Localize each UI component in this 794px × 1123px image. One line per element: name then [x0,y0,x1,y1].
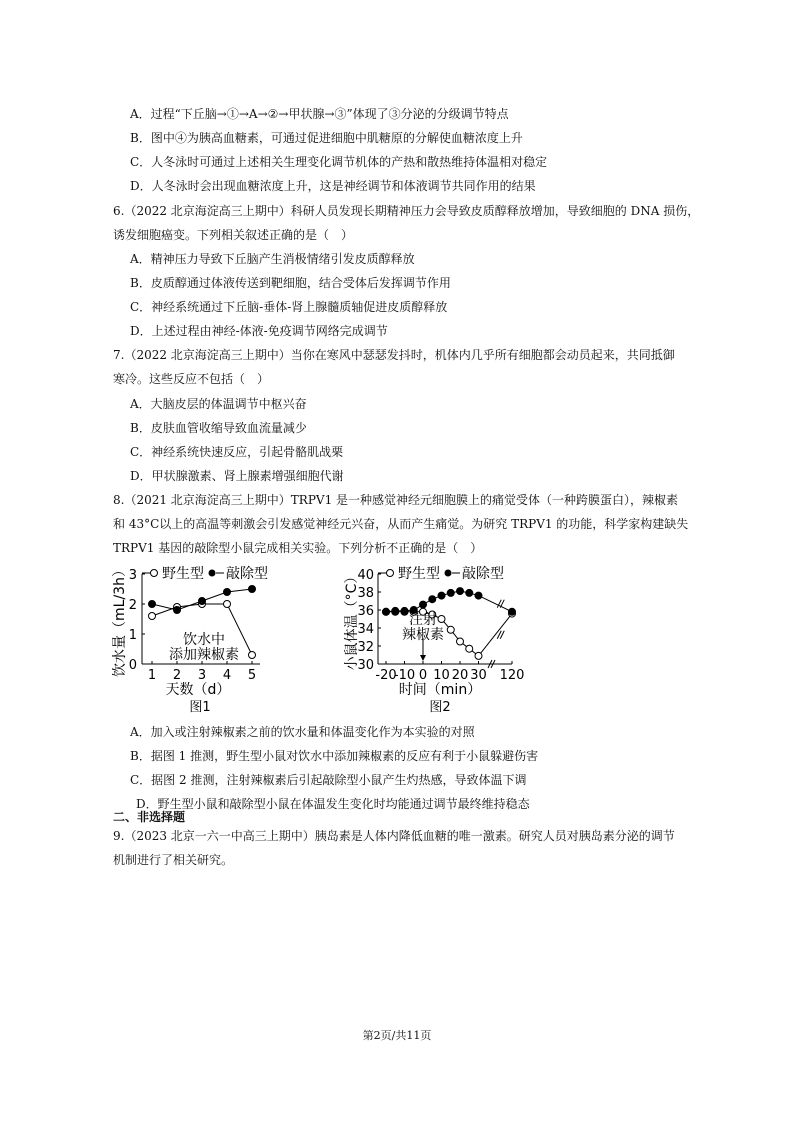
fig2-y-tick-label: 34 [357,622,374,637]
fig1-data-point [149,601,156,608]
fig1-data-point [249,586,256,593]
fig1-data-point [224,589,231,596]
fig2-data-point [457,638,464,645]
fig1-y-tick-label: 1 [128,628,137,643]
q9-stem-line1: 9.（2023 北京一六一中高三上期中）胰岛素是人体内降低血糖的唯一激素。研究人员对胰岛素分泌的调节 [113,829,675,843]
fig2-data-point [401,607,408,614]
fig2-data-point [383,608,390,615]
legend-open-circle-icon [387,570,394,577]
fig1-annotation-line2: 添加辣椒素 [169,647,239,663]
fig1-x-label: 天数（d） [165,682,231,698]
fig2-annotation-line1: 注射 [409,612,437,628]
fig2-x-tick-label: 30 [470,668,487,683]
fig2-x-tick-label: 20 [451,668,469,683]
fig1-legend-ko: 敲除型 [226,566,268,582]
q8-option-c: C．据图 2 推测，注射辣椒素后引起敲除型小鼠产生灼热感，导致体温下调 [130,773,527,787]
fig1-data-point [249,652,256,659]
q5-option-c: C．人冬泳时可通过上述相关生理变化调节机体的产热和散热维持体温相对稳定 [130,155,548,169]
fig1-caption: 图1 [189,700,211,715]
fig2-data-point [509,608,516,615]
fig2-x-tick-label: -10 [393,668,416,683]
arrow-down-icon [420,655,426,661]
section-heading: 二、非选择题 [113,810,186,824]
fig1-data-point [149,613,156,620]
q6-stem-line1: 6.（2022 北京海淀高三上期中）科研人员发现长期精神压力会导致皮质醇释放增加，导致细胞的 DNA 损伤， [113,204,700,218]
fig2-series-break-segment [479,596,513,612]
legend-filled-circle-icon [445,570,452,577]
page-footer: 第2页/共11页 [362,1029,432,1042]
q8-option-a: A．加入或注射辣椒素之前的饮水量和体温变化作为本实验的对照 [130,725,475,739]
fig1-legend [142,565,268,582]
figure-1-chart [108,560,283,720]
fig2-x-label: 时间（min） [398,682,482,698]
q5-option-d: D．人冬泳时会出现血糖浓度上升，这是神经调节和体液调节共同作用的结果 [130,179,536,193]
fig2-x-tick-label: 0 [418,668,428,683]
legend-filled-circle-icon [209,570,216,577]
fig2-data-point [438,616,445,623]
fig2-annotation-line2: 辣椒素 [402,627,444,643]
fig2-x-tick-label: 120 [499,668,525,683]
q8-stem-line3: TRPV1 基因的敲除型小鼠完成相关实验。下列分析不正确的是（ ） [113,541,483,555]
q9-stem-line2: 机制进行了相关研究。 [113,853,234,867]
fig2-data-point [429,596,436,603]
fig2-data-point [438,592,445,599]
q8-option-b: B．据图 1 推测，野生型小鼠对饮水中添加辣椒素的反应有利于小鼠躲避伤害 [130,749,539,763]
fig1-data-point [224,601,231,608]
fig1-data-point [174,607,181,614]
fig2-x-tick-label: -20 [375,668,397,683]
fig2-legend [378,565,504,582]
fig2-data-point [475,592,482,599]
fig2-data-point [466,645,473,652]
fig2-y-tick-label: 30 [357,658,374,673]
fig2-y-tick-label: 38 [357,586,374,601]
q7-option-a: A．大脑皮层的体温调节中枢兴奋 [130,397,307,411]
q6-option-d: D．上述过程由神经-体液-免疫调节网络完成调节 [130,324,388,338]
fig1-y-tick-label: 2 [128,598,137,613]
fig2-data-point [475,652,482,659]
fig2-series-break-segment [479,614,513,656]
fig2-legend-ko: 敲除型 [462,566,504,582]
fig2-legend-wild: 野生型 [398,566,440,582]
q6-option-b: B．皮质醇通过体液传送到靶细胞，结合受体后发挥调节作用 [130,276,451,290]
fig2-caption: 图2 [429,700,451,715]
q5-option-a: A．过程“下丘脑→①→A→②→甲状腺→③”体现了③分泌的分级调节特点 [130,107,509,121]
fig1-x-tick-label: 3 [197,668,207,683]
fig1-x-tick-label: 4 [222,668,232,683]
fig2-data-point [466,589,473,596]
fig1-annotation-line1: 饮水中 [183,632,225,648]
figure-2-chart [340,560,525,720]
legend-open-circle-icon [151,570,158,577]
q6-stem-line2: 诱发细胞癌变。下列相关叙述正确的是（ ） [113,228,354,242]
fig2-y-tick-label: 40 [357,568,374,583]
fig2-x-tick-label: 10 [433,668,450,683]
fig2-data-point [392,607,399,614]
q7-option-d: D．甲状腺激素、肾上腺素增强细胞代谢 [130,469,344,483]
fig1-y-tick-label: 0 [128,658,137,673]
fig2-data-point [420,601,427,608]
fig2-data-point [457,588,464,595]
fig1-x-tick-label: 2 [172,668,182,683]
q7-option-c: C．神经系统快速反应，引起骨骼肌战栗 [130,445,344,459]
q5-option-b: B．图中④为胰高血糖素，可通过促进细胞中肌糖原的分解使血糖浓度上升 [130,131,523,145]
fig1-y-label: 饮水量（mL/3h） [112,563,128,677]
q8-stem-line2: 和 43°C以上的高温等刺激会引发感觉神经元兴奋，从而产生痛觉。为研究 TRPV1 的功能，科学家构建缺失 [113,517,689,531]
fig2-y-tick-label: 32 [357,640,374,655]
fig1-data-point [199,598,206,605]
fig1-x-tick-label: 1 [147,668,157,683]
q8-stem-line1: 8.（2021 北京海淀高三上期中）TRPV1 是一种感觉神经元细胞膜上的痛觉受体（一种跨膜蛋白），辣椒素 [113,493,679,507]
fig2-data-point [447,626,454,633]
q7-option-b: B．皮肤血管收缩导致血流量减少 [130,421,307,435]
fig2-y-tick-label: 36 [357,604,374,619]
q7-stem-line1: 7.（2022 北京海淀高三上期中）当你在寒风中瑟瑟发抖时，机体内几乎所有细胞都会动员起来，共同抵御 [113,348,675,362]
fig1-legend-wild: 野生型 [162,566,204,582]
q6-option-a: A．精神压力导致下丘脑产生消极情绪引发皮质醇释放 [130,252,415,266]
fig2-y-label: 小鼠体温（°C） [344,569,360,671]
fig1-x-tick-label: 5 [247,668,257,683]
fig2-data-point [447,589,454,596]
q8-option-d: D．野生型小鼠和敲除型小鼠在体温发生变化时均能通过调节最终维持稳态 [136,797,530,811]
q7-stem-line2: 寒冷。这些反应不包括（ ） [113,372,270,386]
fig1-y-tick-label: 3 [128,568,137,583]
q6-option-c: C．神经系统通过下丘脑-垂体-肾上腺髓质轴促进皮质醇释放 [130,300,448,314]
